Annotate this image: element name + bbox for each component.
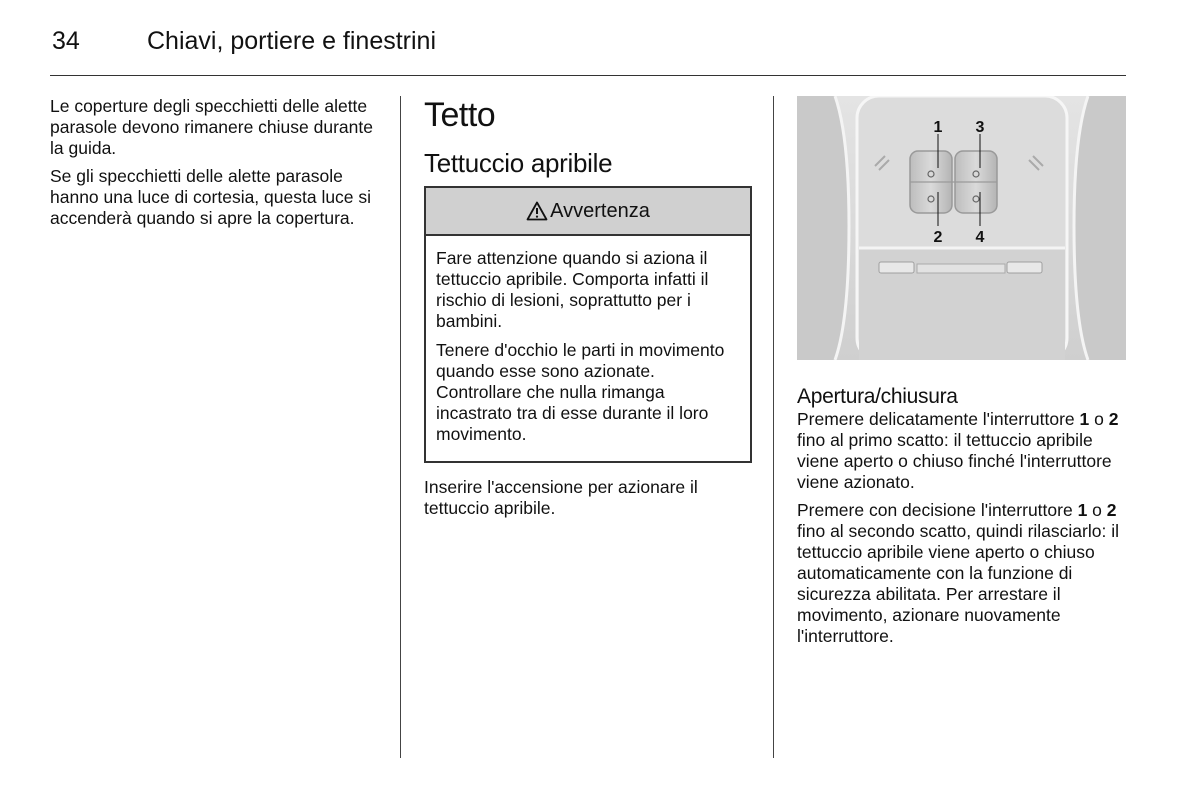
subsection-title: Tettuccio apribile [424, 148, 613, 178]
text-span: Premere con decisione l'interruttore [797, 500, 1078, 520]
warning-paragraph-moving-parts: Tenere d'occhio le parti in movimento quando esse sono azionate. Controllare che nulla rimanga incastrato tra di esse durante il loro movimento. [436, 340, 725, 444]
paragraph-courtesy-light: Se gli specchietti delle alette parasole hanno una luce di cortesia, questa luce si accenderà quando si apre la copertura. [50, 166, 372, 228]
section-title: Tetto [424, 96, 496, 134]
callout-1: 1 [933, 119, 943, 136]
paragraph-second-click [797, 500, 1127, 647]
switch-ref-2: 2 [1108, 409, 1119, 429]
page-number: 34 [52, 27, 80, 55]
warning-title: Avvertenza [550, 199, 650, 222]
column-right [797, 96, 1127, 654]
callout-3: 3 [975, 119, 985, 136]
text-span: o [1087, 500, 1107, 520]
text-span: o [1089, 409, 1109, 429]
warning-box [424, 186, 752, 463]
column-divider-right [773, 96, 774, 758]
column-divider-left [400, 96, 401, 758]
callout-2: 2 [933, 229, 943, 246]
sunroof-switch-illustration [797, 96, 1126, 360]
paragraph-ignition: Inserire l'accensione per azionare il tettuccio apribile. [424, 477, 698, 518]
text-span: Premere delicatamente l'interruttore [797, 409, 1080, 429]
header-rule [50, 75, 1126, 76]
callout-4: 4 [975, 229, 985, 246]
warning-header [426, 188, 750, 236]
opening-closing-heading: Apertura/chiusura [797, 385, 958, 408]
chapter-title: Chiavi, portiere e finestrini [147, 27, 437, 55]
warning-triangle-icon [526, 201, 548, 221]
switch-ref-2: 2 [1106, 500, 1117, 520]
paragraph-mirror-covers: Le coperture degli specchietti delle alette parasole devono rimanere chiuse durante la guida. [50, 96, 373, 158]
text-span: fino al primo scatto: il tettuccio apribile viene aperto o chiuso finché l'interruttore viene azionato. [797, 430, 1112, 492]
warning-paragraph-injury: Fare attenzione quando si aziona il tettuccio apribile. Comporta infatti il rischio di lesioni, soprattutto per i bambini. [436, 248, 709, 331]
warning-body [426, 236, 750, 461]
paragraph-first-click [797, 409, 1127, 493]
column-left [50, 96, 385, 236]
switch-ref-1: 1 [1077, 500, 1088, 520]
text-span: fino al secondo scatto, quindi rilasciarlo: il tettuccio apribile viene aperto o chiuso automaticamente con la funzione di sicurezza abilitata. Per arrestare il movimento, azionare nuovamente l'interruttore. [797, 521, 1119, 646]
switch-ref-1: 1 [1079, 409, 1090, 429]
column-middle [424, 96, 754, 526]
